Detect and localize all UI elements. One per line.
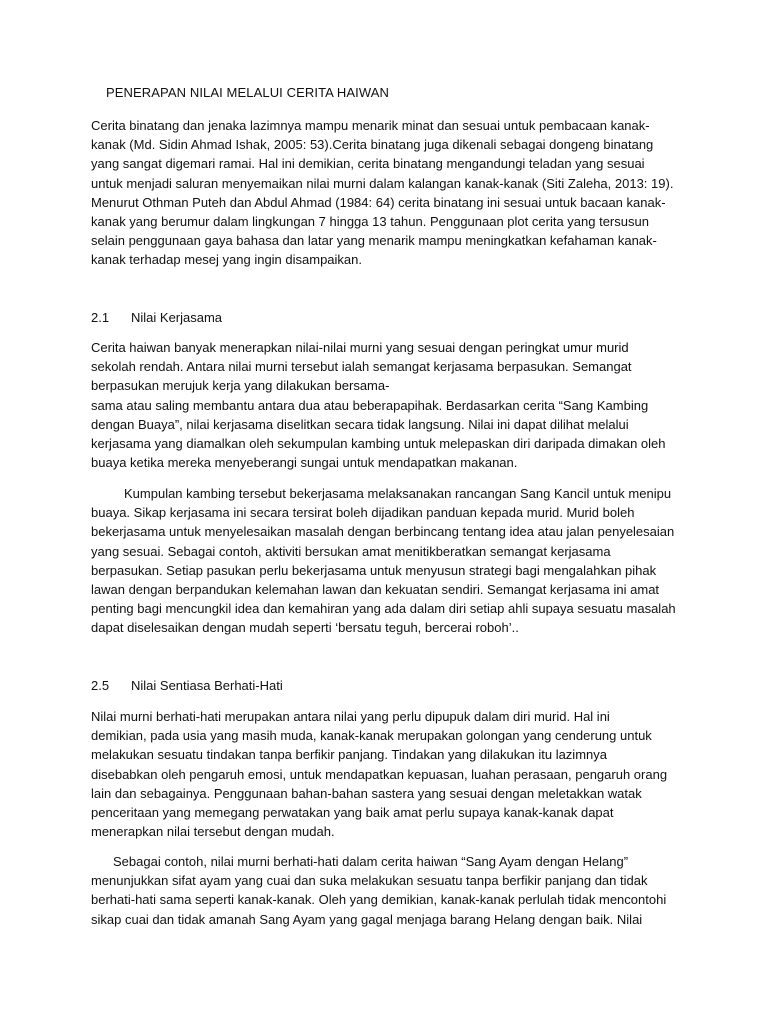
paragraph-line: lain dan sebagainya. Penggunaan bahan-bahan sastera yang sesuai dengan meletakkan watak — [91, 785, 642, 801]
paragraph-line: yang sangat digemari ramai. Hal ini demikian, cerita binatang mengandungi teladan yang sesuai — [91, 156, 645, 172]
paragraph-line: bekerjasama untuk menyelesaikan masalah dengan berbincang tentang idea atau jalan penyelesaian — [91, 524, 675, 540]
document-title: PENERAPAN NILAI MELALUI CERITA HAIWAN — [106, 85, 390, 100]
kerjasama-paragraph-2 — [91, 484, 681, 638]
paragraph-line: penceritaan yang memegang perwatakan yang baik amat perlu supaya kanak-kanak dapat — [91, 805, 614, 821]
paragraph-line: sama atau saling membantu antara dua atau beberapapihak. Berdasarkan cerita “Sang Kambing — [91, 397, 649, 413]
paragraph-line: buaya. Sikap kerjasama ini secara tersirat boleh dijadikan panduan kepada murid. Murid boleh — [91, 505, 635, 521]
paragraph-line: menunjukkan sifat ayam yang cuai dan suka melakukan sesuatu tanpa berfikir panjang dan tidak — [91, 873, 648, 889]
paragraph-line: berpasukan. Setiap pasukan perlu bekerjasama untuk menyusun strategi bagi mengalahkan pihak — [91, 562, 657, 578]
paragraph-line: melakukan sesuatu tindakan tanpa berfikir panjang. Tindakan yang dilakukan itu lazimnya — [91, 747, 607, 763]
paragraph-line: kanak terhadap mesej yang ingin disampaikan. — [91, 252, 363, 268]
paragraph-line: kanak yang berumur dalam lingkungan 7 hingga 13 tahun. Penggunaan plot cerita yang tersusun — [91, 214, 649, 230]
intro-paragraph — [91, 116, 681, 270]
paragraph-line: dapat diselesaikan dengan mudah seperti ‘bersatu teguh, bercerai roboh’.. — [91, 620, 519, 636]
paragraph-line: Cerita haiwan banyak menerapkan nilai-nilai murni yang sesuai dengan peringkat umur murid — [91, 340, 629, 355]
paragraph-line: dengan Buaya”, nilai kerjasama diselitkan secara tidak langsung. Nilai ini dapat dilihat melalui — [91, 416, 629, 432]
paragraph-line: Menurut Othman Puteh dan Abdul Ahmad (1984: 64) cerita binatang ini sesuai untuk bacaan kanak- — [91, 194, 666, 210]
paragraph-line: berpasukan merujuk kerja yang dilakukan bersama- — [91, 378, 390, 394]
section-heading-2-5 — [91, 678, 283, 693]
paragraph-line: untuk menjadi saluran menyemaikan nilai murni dalam kalangan kanak-kanak (Siti Zaleha, 2013: 19). — [91, 175, 674, 191]
kerjasama-paragraph-1 — [91, 338, 681, 472]
paragraph-line: sikap cuai dan tidak amanah Sang Ayam yang gagal menjaga barang Helang dengan baik. Nilai — [91, 911, 643, 927]
paragraph-line: buaya ketika mereka menyeberangi sungai untuk mendapatkan makanan. — [91, 455, 518, 471]
section-title: Nilai Sentiasa Berhati-Hati — [131, 678, 283, 693]
section-heading-2-1 — [91, 310, 222, 325]
paragraph-line: lawan dengan berpandukan kelemahan lawan dan kekuatan sendiri. Semangat kerjasama ini amat — [91, 582, 660, 598]
paragraph-line: sekolah rendah. Antara nilai murni tersebut ialah semangat kerjasama berpasukan. Semangat — [91, 359, 632, 375]
paragraph-line: kerjasama yang diamalkan oleh sekumpulan kambing untuk melepaskan diri daripada dimakan oleh — [91, 436, 666, 452]
paragraph-line: penting bagi mencungkil idea dan kemahiran yang ada dalam diri setiap ahli supaya sesuatu masalah — [91, 601, 676, 617]
berhati-hati-paragraph-1 — [91, 707, 681, 841]
paragraph-line: kanak (Md. Sidin Ahmad Ishak, 2005: 53).Cerita binatang juga dikenali sebagai dongeng binatang — [91, 137, 654, 153]
paragraph-line: Cerita binatang dan jenaka lazimnya mampu menarik minat dan sesuai untuk pembacaan kanak- — [91, 118, 650, 133]
paragraph-line: berhati-hati sama seperti kanak-kanak. Oleh yang demikian, kanak-kanak perlulah tidak mencontohi — [91, 892, 667, 908]
paragraph-line: selain penggunaan gaya bahasa dan latar yang menarik mampu meningkatkan kefahaman kanak- — [91, 233, 657, 249]
section-number: 2.5 — [91, 678, 110, 693]
paragraph-line: Nilai murni berhati-hati merupakan antara nilai yang perlu dipupuk dalam diri murid. Hal ini — [91, 709, 610, 724]
paragraph-line: Sebagai contoh, nilai murni berhati-hati dalam cerita haiwan “Sang Ayam dengan Helang” — [113, 854, 629, 869]
paragraph-line: menerapkan nilai tersebut dengan mudah. — [91, 824, 335, 840]
paragraph-line: yang sesuai. Sebagai contoh, aktiviti bersukan amat menitikberatkan semangat kerjasama — [91, 543, 611, 559]
section-number: 2.1 — [91, 310, 110, 325]
section-title: Nilai Kerjasama — [131, 310, 223, 325]
paragraph-line: Kumpulan kambing tersebut bekerjasama melaksanakan rancangan Sang Kancil untuk menipu — [124, 486, 672, 501]
paragraph-line: demikian, pada usia yang masih muda, kanak-kanak merupakan golongan yang cenderung untuk — [91, 728, 652, 744]
paragraph-line: disebabkan oleh pengaruh emosi, untuk mendapatkan kepuasan, luahan perasaan, pengaruh orang — [91, 766, 668, 782]
berhati-hati-paragraph-2 — [91, 852, 681, 929]
